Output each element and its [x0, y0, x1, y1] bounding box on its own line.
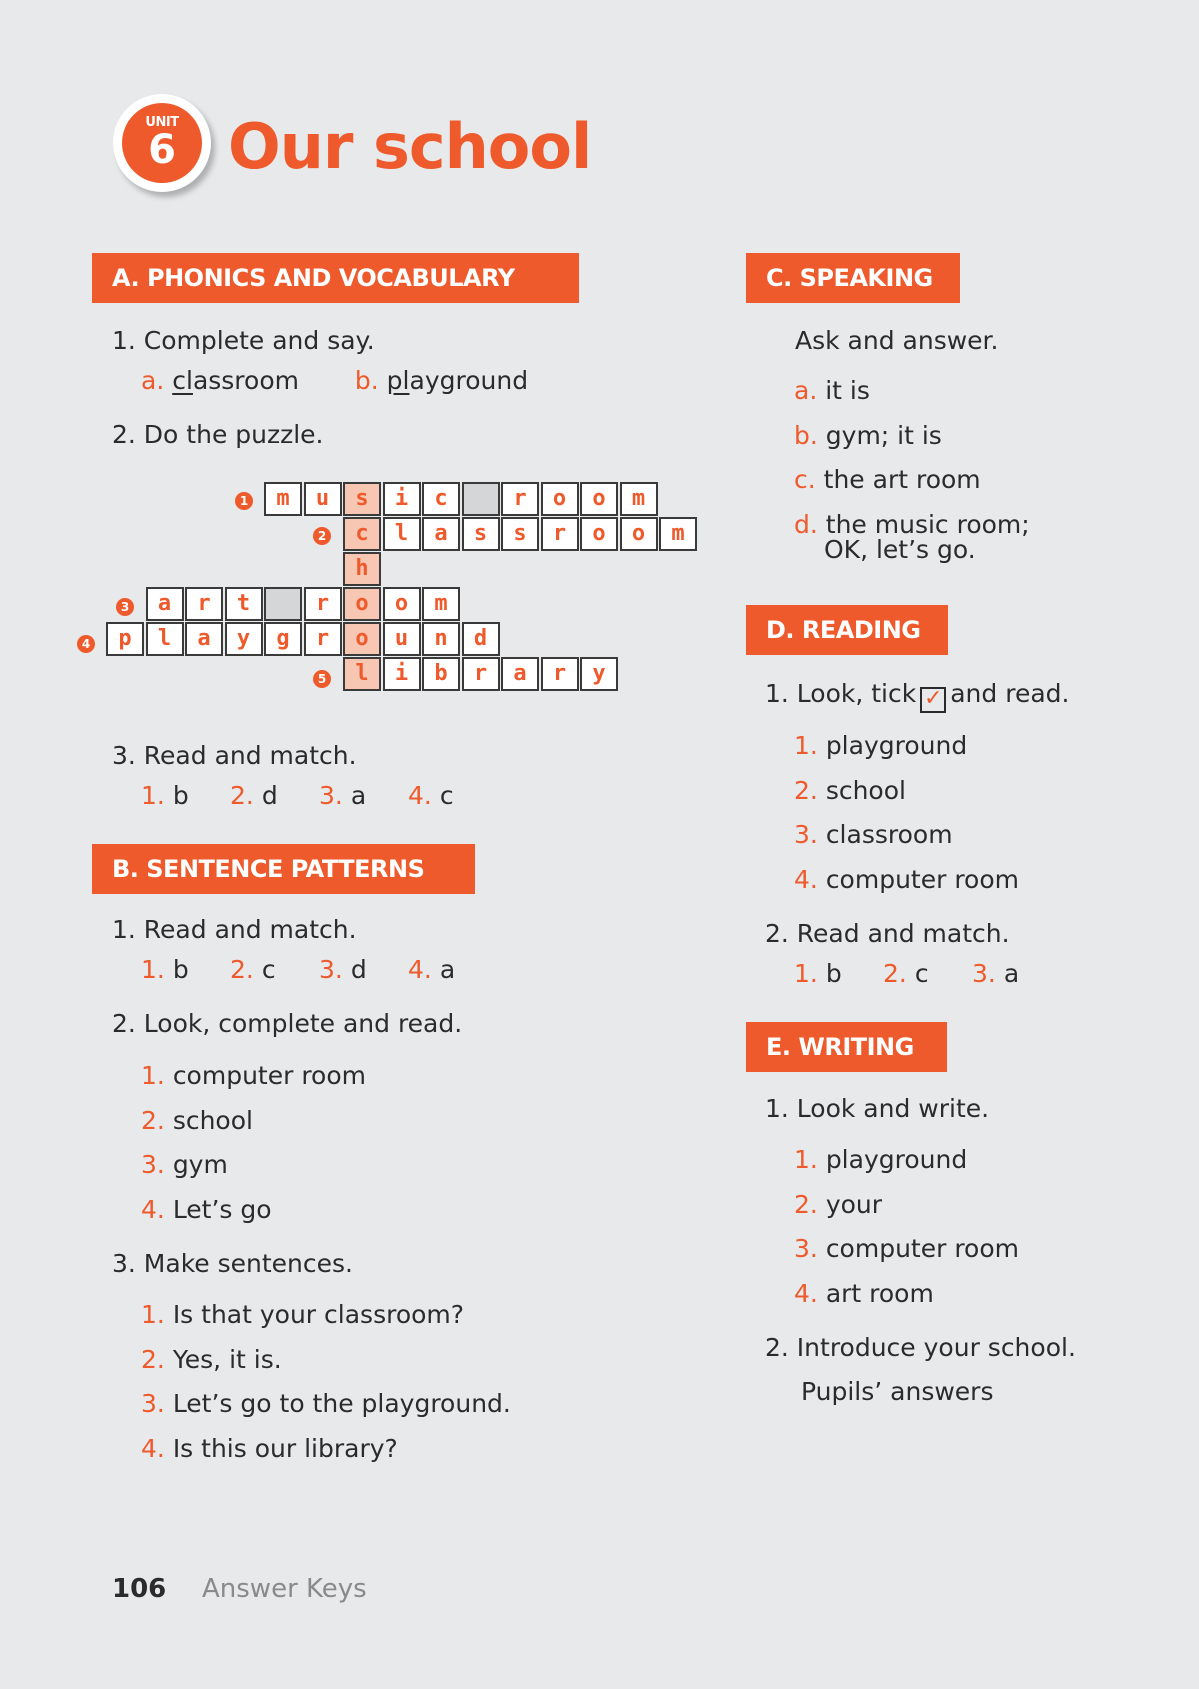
section-d-q2-title: 2. Read and match. — [765, 919, 1010, 948]
item-value: school — [825, 775, 906, 805]
section-e-q2-title: 2. Introduce your school. — [765, 1333, 1076, 1362]
section-e-q2-answer: Pupils’ answers — [801, 1377, 994, 1406]
crossword-cell: y — [225, 622, 263, 656]
item-number: 4. — [141, 1194, 165, 1224]
item-value: computer room — [172, 1061, 367, 1090]
item-number: 1. — [794, 959, 818, 988]
item-number: 3. — [141, 1150, 165, 1179]
crossword-cell: m — [422, 587, 460, 621]
item-number: a. — [794, 376, 818, 405]
section-e-q1-list — [794, 1138, 1019, 1316]
section-b-header: B. SENTENCE PATTERNS — [92, 844, 475, 894]
item-value: playground — [825, 1145, 968, 1174]
item-number: b. — [354, 366, 379, 395]
list-item — [794, 1183, 1019, 1228]
crossword-cell: r — [462, 657, 500, 691]
item-value: c — [261, 955, 276, 984]
section-c-d-continuation: OK, let’s go. — [824, 535, 976, 564]
crossword-cell: y — [580, 657, 618, 691]
list-item — [794, 1272, 1019, 1317]
item-number: a. — [141, 366, 165, 395]
crossword-cell: r — [541, 517, 579, 551]
crossword-cell: m — [620, 482, 658, 516]
section-d-q1-list — [794, 724, 1019, 902]
section-a-q3-answers — [141, 781, 454, 811]
section-d-q2-answers — [794, 959, 1019, 989]
crossword-cell: c — [343, 517, 381, 551]
word-rest: ayground — [409, 366, 529, 395]
item-number: 3. — [141, 1389, 165, 1418]
item-number: d. — [794, 509, 818, 539]
list-item — [794, 858, 1019, 903]
crossword-cell: r — [304, 622, 342, 656]
item-value: classroom — [825, 820, 953, 849]
item-value: d — [350, 955, 367, 984]
list-item — [141, 1099, 366, 1144]
section-d-q1-title — [765, 679, 1069, 713]
list-item — [141, 1293, 511, 1338]
item-value: it is — [825, 376, 870, 405]
crossword-cell: a — [185, 622, 223, 656]
crossword-cell: m — [264, 482, 302, 516]
item-value: art room — [825, 1278, 934, 1308]
crossword-cell: l — [383, 517, 421, 551]
section-d-header: D. READING — [746, 605, 948, 655]
crossword-cell: u — [304, 482, 342, 516]
section-e-q1-title: 1. Look and write. — [765, 1094, 990, 1123]
item-value: b — [172, 955, 189, 984]
item-value: b — [172, 781, 189, 810]
item-value: playground — [825, 731, 968, 760]
item-value: computer room — [825, 864, 1020, 894]
item-number: 3. — [319, 781, 343, 810]
word-rest: assroom — [192, 366, 299, 395]
item-number: 3. — [794, 1234, 818, 1263]
item-number: 4. — [794, 1278, 818, 1308]
item-number: c. — [794, 465, 816, 494]
item-number: 2. — [141, 1105, 165, 1135]
section-c-list — [794, 369, 1030, 547]
clue-number: 1 — [235, 492, 253, 510]
footer-label: Answer Keys — [202, 1574, 367, 1604]
crossword-cell: a — [501, 657, 539, 691]
section-a-header: A. PHONICS AND VOCABULARY — [92, 253, 579, 303]
item-value: the music room; — [825, 509, 1030, 539]
unit-label: UNIT — [145, 115, 179, 130]
crossword-cell: s — [501, 517, 539, 551]
item-value: Let’s go to the playground. — [172, 1389, 511, 1418]
page-title: Our school — [228, 110, 592, 183]
checkbox-icon: ✓ — [920, 687, 946, 713]
section-c-header: C. SPEAKING — [746, 253, 960, 303]
crossword-cell: r — [501, 482, 539, 516]
list-item — [794, 724, 1019, 769]
item-value: gym — [172, 1150, 228, 1179]
underlined-letters: pl — [386, 366, 410, 395]
item-value: a — [350, 781, 367, 810]
crossword-cell: o — [620, 517, 658, 551]
crossword-cell — [264, 587, 302, 621]
crossword-cell: r — [541, 657, 579, 691]
crossword-cell — [462, 482, 500, 516]
crossword-cell: n — [422, 622, 460, 656]
clue-number: 3 — [116, 598, 134, 616]
section-b-q3-title: 3. Make sentences. — [112, 1249, 353, 1278]
crossword-cell: m — [659, 517, 697, 551]
crossword-cell: r — [185, 587, 223, 621]
item-number: 1. — [141, 955, 165, 984]
item-number: 2. — [230, 955, 254, 984]
item-number: 1. — [141, 781, 165, 810]
list-item — [141, 1382, 511, 1427]
section-c-title: Ask and answer. — [795, 326, 999, 355]
page-number: 106 — [112, 1574, 167, 1604]
crossword-cell: o — [580, 517, 618, 551]
item-number: 2. — [794, 775, 818, 805]
section-a-q3-title: 3. Read and match. — [112, 741, 357, 770]
item-value: d — [261, 781, 278, 810]
section-b-q1-answers — [141, 955, 455, 985]
item-value: b — [825, 959, 842, 988]
crossword-cell: h — [343, 552, 381, 586]
item-number: 4. — [794, 864, 818, 894]
clue-number: 4 — [77, 635, 95, 653]
crossword-cell: o — [343, 587, 381, 621]
unit-badge — [113, 94, 211, 192]
crossword-cell: o — [383, 587, 421, 621]
section-e-header: E. WRITING — [746, 1022, 947, 1072]
item-number: 3. — [972, 959, 996, 988]
list-item — [141, 1188, 366, 1233]
item-value: the art room — [823, 465, 981, 494]
item-value: gym; it is — [825, 420, 942, 450]
item-number: 4. — [408, 955, 432, 984]
item-number: 2. — [883, 959, 907, 988]
item-number: 1. — [794, 1145, 818, 1174]
crossword-cell: o — [541, 482, 579, 516]
crossword-cell: o — [580, 482, 618, 516]
item-value: Is this our library? — [172, 1433, 398, 1463]
item-value: a — [1003, 959, 1020, 988]
item-value: school — [172, 1105, 253, 1135]
crossword-cell: r — [304, 587, 342, 621]
item-value: c — [439, 781, 454, 810]
item-number: 2. — [141, 1344, 165, 1374]
list-item — [794, 1227, 1019, 1272]
item-number: b. — [794, 420, 818, 450]
crossword-cell: b — [422, 657, 460, 691]
item-value: c — [914, 959, 929, 988]
crossword-cell: c — [422, 482, 460, 516]
item-number: 3. — [794, 820, 818, 849]
item-number: 4. — [408, 781, 432, 810]
list-item — [794, 369, 1030, 414]
item-value: computer room — [825, 1234, 1020, 1263]
crossword-cell: o — [343, 622, 381, 656]
crossword-cell: i — [383, 657, 421, 691]
crossword-cell: a — [422, 517, 460, 551]
item-number: 1. — [141, 1300, 165, 1329]
item-number: 2. — [794, 1189, 818, 1219]
list-item — [141, 1054, 366, 1099]
list-item — [794, 769, 1019, 814]
crossword-cell: d — [462, 622, 500, 656]
section-a-q1-title: 1. Complete and say. — [112, 326, 375, 355]
crossword-cell: i — [383, 482, 421, 516]
title-text: and read. — [950, 679, 1070, 708]
item-number: 4. — [141, 1433, 165, 1463]
crossword-cell: p — [106, 622, 144, 656]
list-item — [794, 813, 1019, 858]
section-b-q1-title: 1. Read and match. — [112, 915, 357, 944]
item-value: your — [825, 1189, 883, 1219]
section-a-q1-answers — [141, 366, 528, 396]
section-b-q3-list — [141, 1293, 511, 1471]
item-number: 1. — [141, 1061, 165, 1090]
crossword-cell: g — [264, 622, 302, 656]
unit-number: 6 — [148, 127, 176, 173]
section-b-q2-list — [141, 1054, 366, 1232]
section-b-q2-title: 2. Look, complete and read. — [112, 1009, 463, 1038]
item-number: 2. — [230, 781, 254, 810]
crossword-cell: a — [146, 587, 184, 621]
item-number: 1. — [794, 731, 818, 760]
item-value: Is that your classroom? — [172, 1300, 465, 1329]
list-item — [141, 1427, 511, 1472]
clue-number: 5 — [313, 670, 331, 688]
crossword-cell: t — [225, 587, 263, 621]
item-value: Let’s go — [172, 1194, 272, 1224]
item-number: 3. — [319, 955, 343, 984]
crossword-cell: u — [383, 622, 421, 656]
clue-number: 2 — [313, 527, 331, 545]
list-item — [794, 458, 1030, 503]
item-value: a — [439, 955, 456, 984]
crossword-cell: l — [343, 657, 381, 691]
crossword-cell: s — [462, 517, 500, 551]
crossword-cell: s — [343, 482, 381, 516]
list-item — [794, 414, 1030, 459]
title-text: 1. Look, tick — [765, 679, 917, 708]
crossword-cell: l — [146, 622, 184, 656]
list-item — [141, 1338, 511, 1383]
section-a-q2-title: 2. Do the puzzle. — [112, 420, 324, 449]
item-value: Yes, it is. — [172, 1344, 282, 1374]
list-item — [794, 1138, 1019, 1183]
underlined-letters: cl — [172, 366, 193, 395]
list-item — [141, 1143, 366, 1188]
